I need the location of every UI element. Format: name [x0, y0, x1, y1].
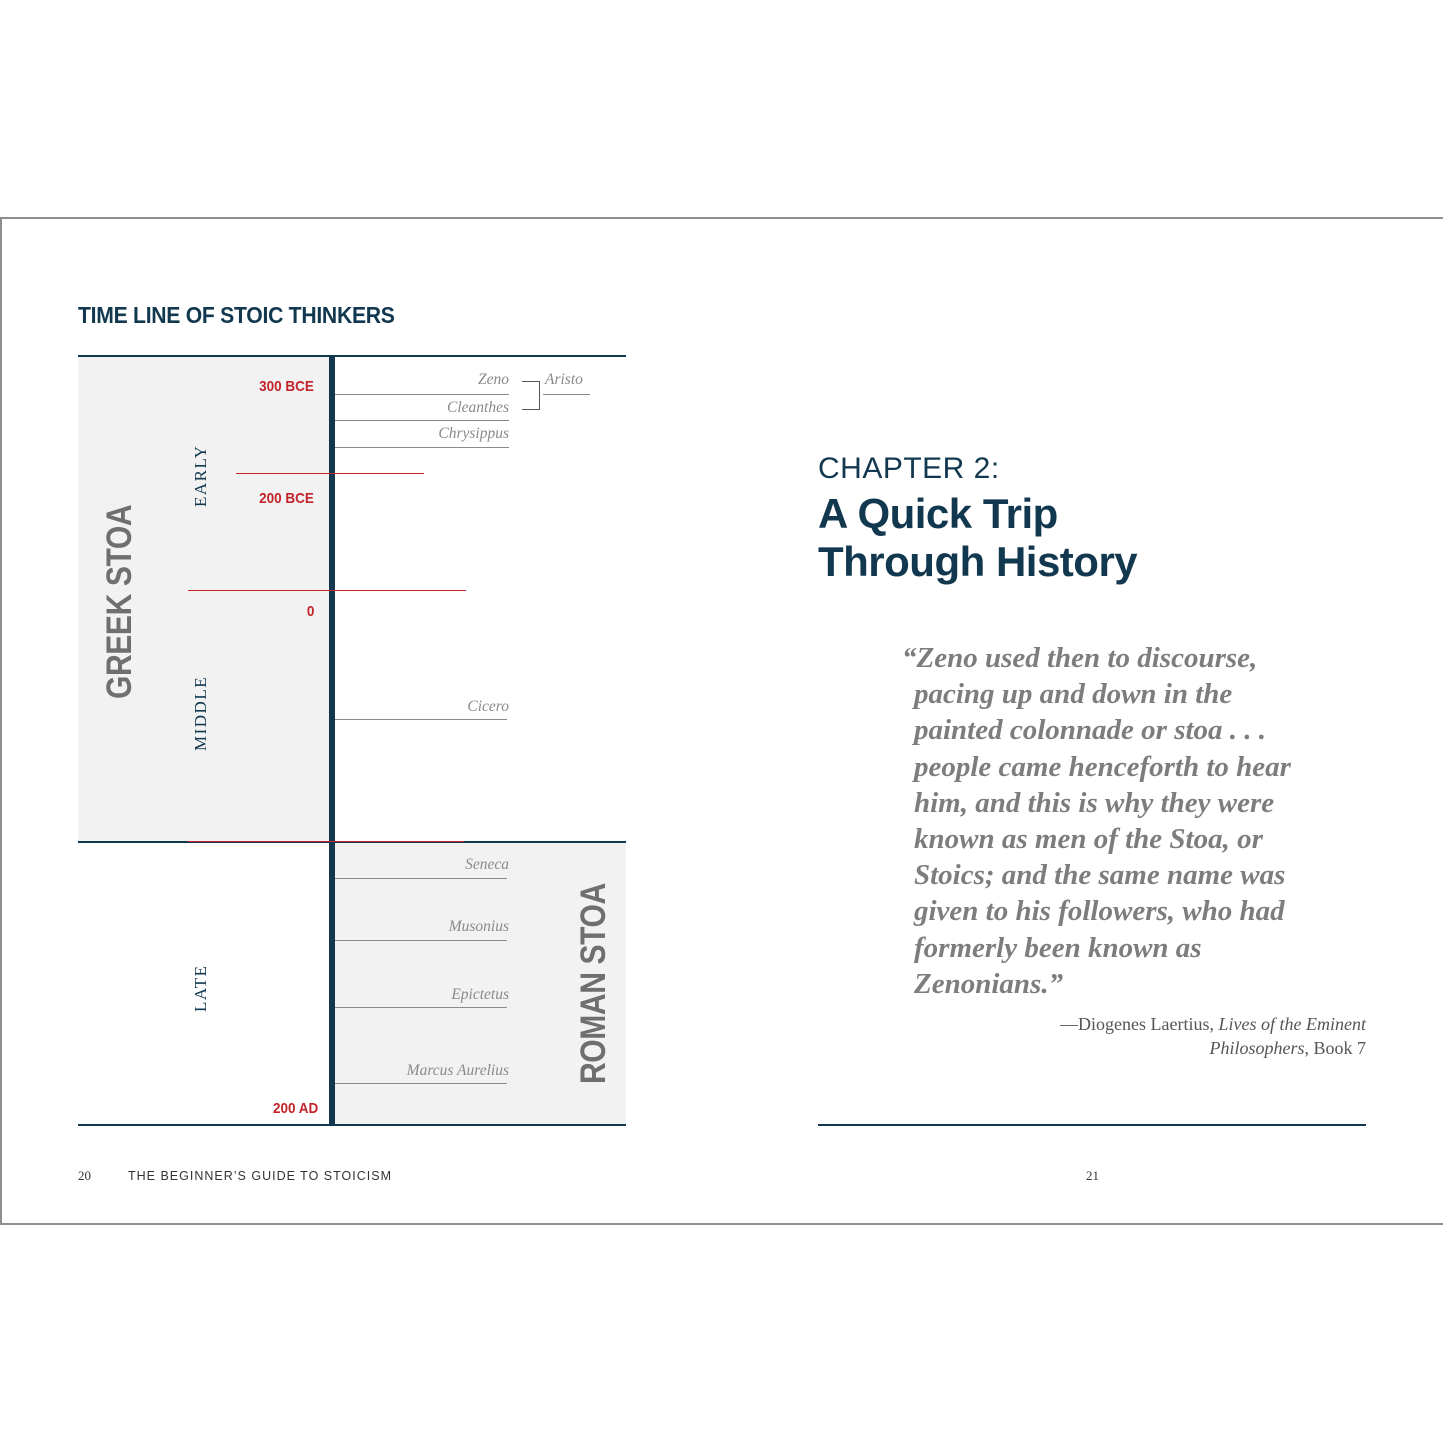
- chapter-title: [818, 490, 1137, 586]
- zero-marker: [188, 590, 466, 591]
- era-middle-label: MIDDLE: [191, 675, 210, 751]
- attribution-author: —Diogenes Laertius,: [1060, 1014, 1219, 1034]
- epigraph-quote: [902, 640, 1362, 1002]
- attribution-book: , Book 7: [1304, 1038, 1366, 1058]
- thinker-epictetus: Epictetus: [451, 986, 509, 1003]
- year-0: 0: [306, 603, 314, 620]
- quote-line: painted colonnade or stoa . . .: [914, 714, 1267, 747]
- thinker-cleanthes: Cleanthes: [447, 399, 509, 416]
- aristo-bracket: [522, 381, 540, 410]
- thinker-musonius: Musonius: [448, 918, 509, 935]
- thinker-zeno: Zeno: [478, 371, 509, 388]
- thinker-musonius-line: [335, 940, 507, 941]
- right-page-number: 21: [1086, 1168, 1099, 1183]
- thinker-cicero-line: [335, 719, 507, 720]
- year-200-ad: 200 AD: [272, 1100, 318, 1117]
- quote-line: Zenonians.”: [914, 967, 1064, 1000]
- timeline-bottom-rule: [78, 1124, 626, 1126]
- thinker-marcus-aurelius: Marcus Aurelius: [406, 1062, 509, 1079]
- attribution-work-2: Philosophers: [1209, 1038, 1305, 1058]
- thinker-aristo: Aristo: [545, 371, 583, 388]
- timeline-title: TIME LINE OF STOIC THINKERS: [78, 302, 395, 328]
- thinker-seneca: Seneca: [465, 856, 509, 873]
- era-early-label: EARLY: [191, 444, 210, 507]
- quote-line: known as men of the Stoa, or: [914, 823, 1263, 856]
- chapter-title-line-1: A Quick Trip: [818, 490, 1058, 537]
- attribution-work-1: Lives of the Eminent: [1218, 1014, 1366, 1034]
- era-late-label: LATE: [191, 964, 210, 1012]
- year-300-bce: 300 BCE: [259, 378, 314, 395]
- thinker-marcus-aurelius-line: [335, 1083, 507, 1084]
- quote-line: “Zeno used then to discourse,: [902, 642, 1258, 674]
- chapter-label: CHAPTER 2:: [818, 452, 1000, 485]
- roman-stoa-label: ROMAN STOA: [574, 883, 613, 1084]
- quote-line: Stoics; and the same name was: [914, 859, 1286, 892]
- left-page-number: 20: [78, 1168, 91, 1183]
- middle-late-marker: [188, 841, 464, 842]
- quote-line: given to his followers, who had: [914, 895, 1285, 928]
- running-head: THE BEGINNER’S GUIDE TO STOICISM: [128, 1169, 392, 1183]
- thinker-seneca-line: [335, 878, 507, 879]
- right-page-rule: [818, 1124, 1366, 1126]
- thinker-chrysippus-line: [335, 447, 509, 448]
- thinker-aristo-line: [543, 394, 590, 395]
- quote-line: people came henceforth to hear: [914, 750, 1291, 783]
- thinker-cleanthes-line: [335, 420, 509, 421]
- quote-line: pacing up and down in the: [914, 678, 1233, 711]
- thinker-zeno-line: [335, 394, 509, 395]
- thinker-cicero: Cicero: [467, 698, 509, 715]
- early-middle-marker: [236, 473, 424, 474]
- quote-line: formerly been known as: [914, 931, 1202, 964]
- thinker-chrysippus: Chrysippus: [438, 425, 509, 442]
- greek-stoa-label: GREEK STOA: [100, 504, 139, 699]
- chapter-title-line-2: Through History: [818, 538, 1138, 585]
- timeline-axis: [329, 356, 335, 1126]
- quote-line: him, and this is why they were: [914, 786, 1275, 819]
- year-200-bce: 200 BCE: [259, 490, 314, 507]
- thinker-epictetus-line: [335, 1007, 507, 1008]
- timeline-top-rule: [78, 355, 626, 357]
- quote-attribution: [940, 1012, 1366, 1060]
